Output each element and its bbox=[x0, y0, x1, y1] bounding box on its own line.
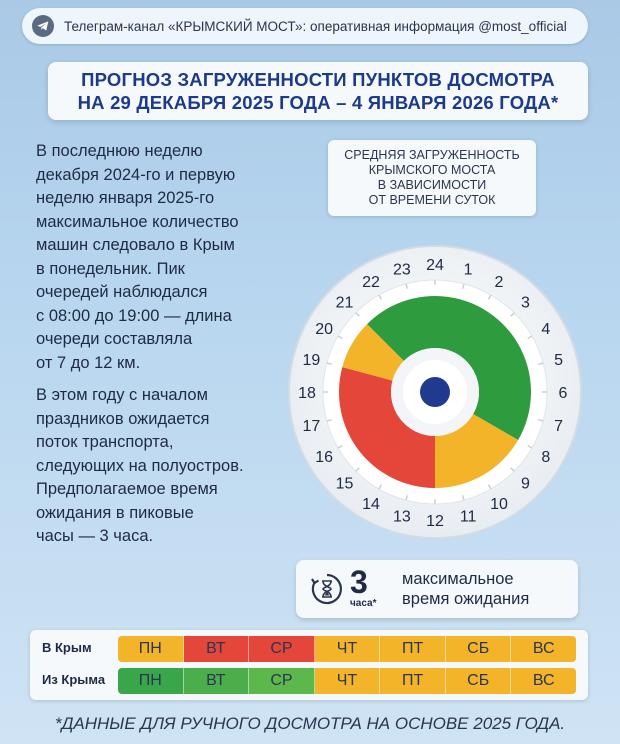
paragraph-line: В последнюю неделю bbox=[36, 142, 203, 160]
paragraph-line: в понедельник. Пик bbox=[36, 259, 185, 278]
row-label: В Крым bbox=[42, 640, 92, 655]
clock-hour-label: 14 bbox=[362, 495, 380, 513]
paragraph-line: максимальное количество bbox=[36, 212, 239, 231]
clock-hour-label: 15 bbox=[335, 475, 354, 493]
clock-hour-label: 6 bbox=[558, 385, 568, 402]
clock-hour-label: 20 bbox=[315, 321, 334, 338]
footnote: *ДАННЫЕ ДЛЯ РУЧНОГО ДОСМОТРА НА ОСНОВЕ 2025 ГОДА. bbox=[54, 714, 566, 733]
max-wait-label-line: максимальное bbox=[402, 570, 514, 588]
paragraph-line: поток транспорта, bbox=[36, 433, 174, 451]
clock-hour-label: 3 bbox=[521, 294, 530, 312]
caption-line: КРЫМСКОГО МОСТА bbox=[368, 163, 496, 177]
weekday-load-table bbox=[30, 630, 588, 700]
caption-line: СРЕДНЯЯ ЗАГРУЖЕННОСТЬ bbox=[344, 148, 520, 162]
clock-hour-label: 12 bbox=[426, 513, 444, 530]
load-clock bbox=[287, 244, 583, 540]
paragraph-line: часы — 3 часа. bbox=[36, 527, 154, 545]
max-wait-number: 3 bbox=[350, 564, 368, 600]
clock-hour-label: 4 bbox=[541, 321, 551, 338]
day-cell: СБ bbox=[446, 636, 512, 662]
channel-header-text: Телеграм-канал «КРЫМСКИЙ МОСТ»: оперативная информация @most_official bbox=[64, 18, 567, 34]
caption-line: В ЗАВИСИМОСТИ bbox=[377, 178, 487, 192]
clock-hour-label: 9 bbox=[521, 475, 530, 493]
paragraph-line: ожидания в пиковые bbox=[36, 503, 194, 522]
hourglass-icon bbox=[310, 572, 344, 606]
paragraph-line: декабря 2024-го и первую bbox=[36, 165, 236, 184]
day-cell: ПН bbox=[118, 636, 184, 662]
day-cell: ВТ bbox=[184, 668, 250, 694]
day-cell: ВС bbox=[511, 668, 576, 694]
clock-hour-label: 24 bbox=[426, 257, 444, 274]
title-line-2: НА 29 ДЕКАБРЯ 2025 ГОДА – 4 ЯНВАРЯ 2026 ГОДА* bbox=[77, 92, 559, 113]
clock-hour-label: 13 bbox=[392, 508, 411, 526]
clock-hour-label: 2 bbox=[494, 274, 504, 292]
row-from-crimea bbox=[30, 668, 588, 694]
clock-hour-label: 17 bbox=[302, 418, 321, 436]
title-line-1: ПРОГНОЗ ЗАГРУЖЕННОСТИ ПУНКТОВ ДОСМОТРА bbox=[81, 69, 555, 90]
clock-center-dot bbox=[420, 377, 450, 407]
paragraph-line: В этом году с началом bbox=[36, 386, 208, 404]
clock-hour-label: 19 bbox=[302, 351, 321, 369]
paragraph-line: машин следовало в Крым bbox=[36, 236, 235, 254]
channel-header bbox=[22, 8, 588, 44]
day-cell: ПТ bbox=[380, 668, 446, 694]
paragraph-line: праздников ожидается bbox=[36, 409, 210, 428]
paragraph-line: с 08:00 до 19:00 — длина bbox=[36, 306, 232, 325]
day-cell: СР bbox=[249, 668, 315, 694]
clock-caption bbox=[328, 140, 536, 216]
max-wait-label bbox=[402, 569, 529, 609]
max-wait-label-line: время ожидания bbox=[402, 590, 530, 608]
day-cell: СР bbox=[249, 636, 315, 662]
day-cell: ПН bbox=[118, 668, 184, 694]
paragraph-line: очереди составляла bbox=[36, 330, 193, 348]
clock-hour-label: 7 bbox=[554, 418, 564, 436]
row-label: Из Крыма bbox=[42, 672, 106, 687]
day-cell: СБ bbox=[446, 668, 512, 694]
max-wait-box bbox=[296, 560, 578, 618]
clock-hour-label: 23 bbox=[392, 261, 411, 279]
paragraph-history bbox=[36, 140, 276, 375]
day-cells bbox=[118, 636, 576, 662]
max-wait-unit: часа* bbox=[350, 598, 377, 609]
caption-line: ОТ ВРЕМЕНИ СУТОК bbox=[368, 193, 496, 207]
paragraph-line: от 7 до 12 км. bbox=[36, 353, 141, 372]
clock-hour-label: 5 bbox=[554, 351, 564, 369]
paragraph-line: следующих на полуостров. bbox=[36, 456, 244, 475]
day-cell: ВС bbox=[511, 636, 576, 662]
page-title bbox=[48, 62, 588, 120]
load-clock-svg bbox=[287, 244, 583, 540]
paragraph-line: неделю января 2025-го bbox=[36, 189, 215, 207]
day-cell: ВТ bbox=[184, 636, 250, 662]
clock-hour-label: 22 bbox=[362, 274, 380, 292]
day-cell: ПТ bbox=[380, 636, 446, 662]
day-cell: ЧТ bbox=[315, 636, 381, 662]
paragraph-line: очередей наблюдался bbox=[36, 283, 208, 301]
clock-hour-label: 18 bbox=[298, 385, 316, 402]
day-cell: ЧТ bbox=[315, 668, 381, 694]
clock-hour-label: 21 bbox=[335, 294, 354, 312]
clock-hour-label: 16 bbox=[315, 449, 334, 466]
paragraph-line: Предполагаемое время bbox=[36, 480, 218, 498]
paragraph-forecast bbox=[36, 384, 276, 549]
clock-hour-label: 10 bbox=[490, 495, 508, 513]
row-to-crimea bbox=[30, 636, 588, 662]
clock-hour-label: 1 bbox=[463, 261, 473, 279]
day-cells bbox=[118, 668, 576, 694]
clock-hour-label: 8 bbox=[541, 449, 551, 466]
telegram-icon[interactable] bbox=[32, 15, 54, 37]
clock-hour-label: 11 bbox=[459, 508, 477, 526]
